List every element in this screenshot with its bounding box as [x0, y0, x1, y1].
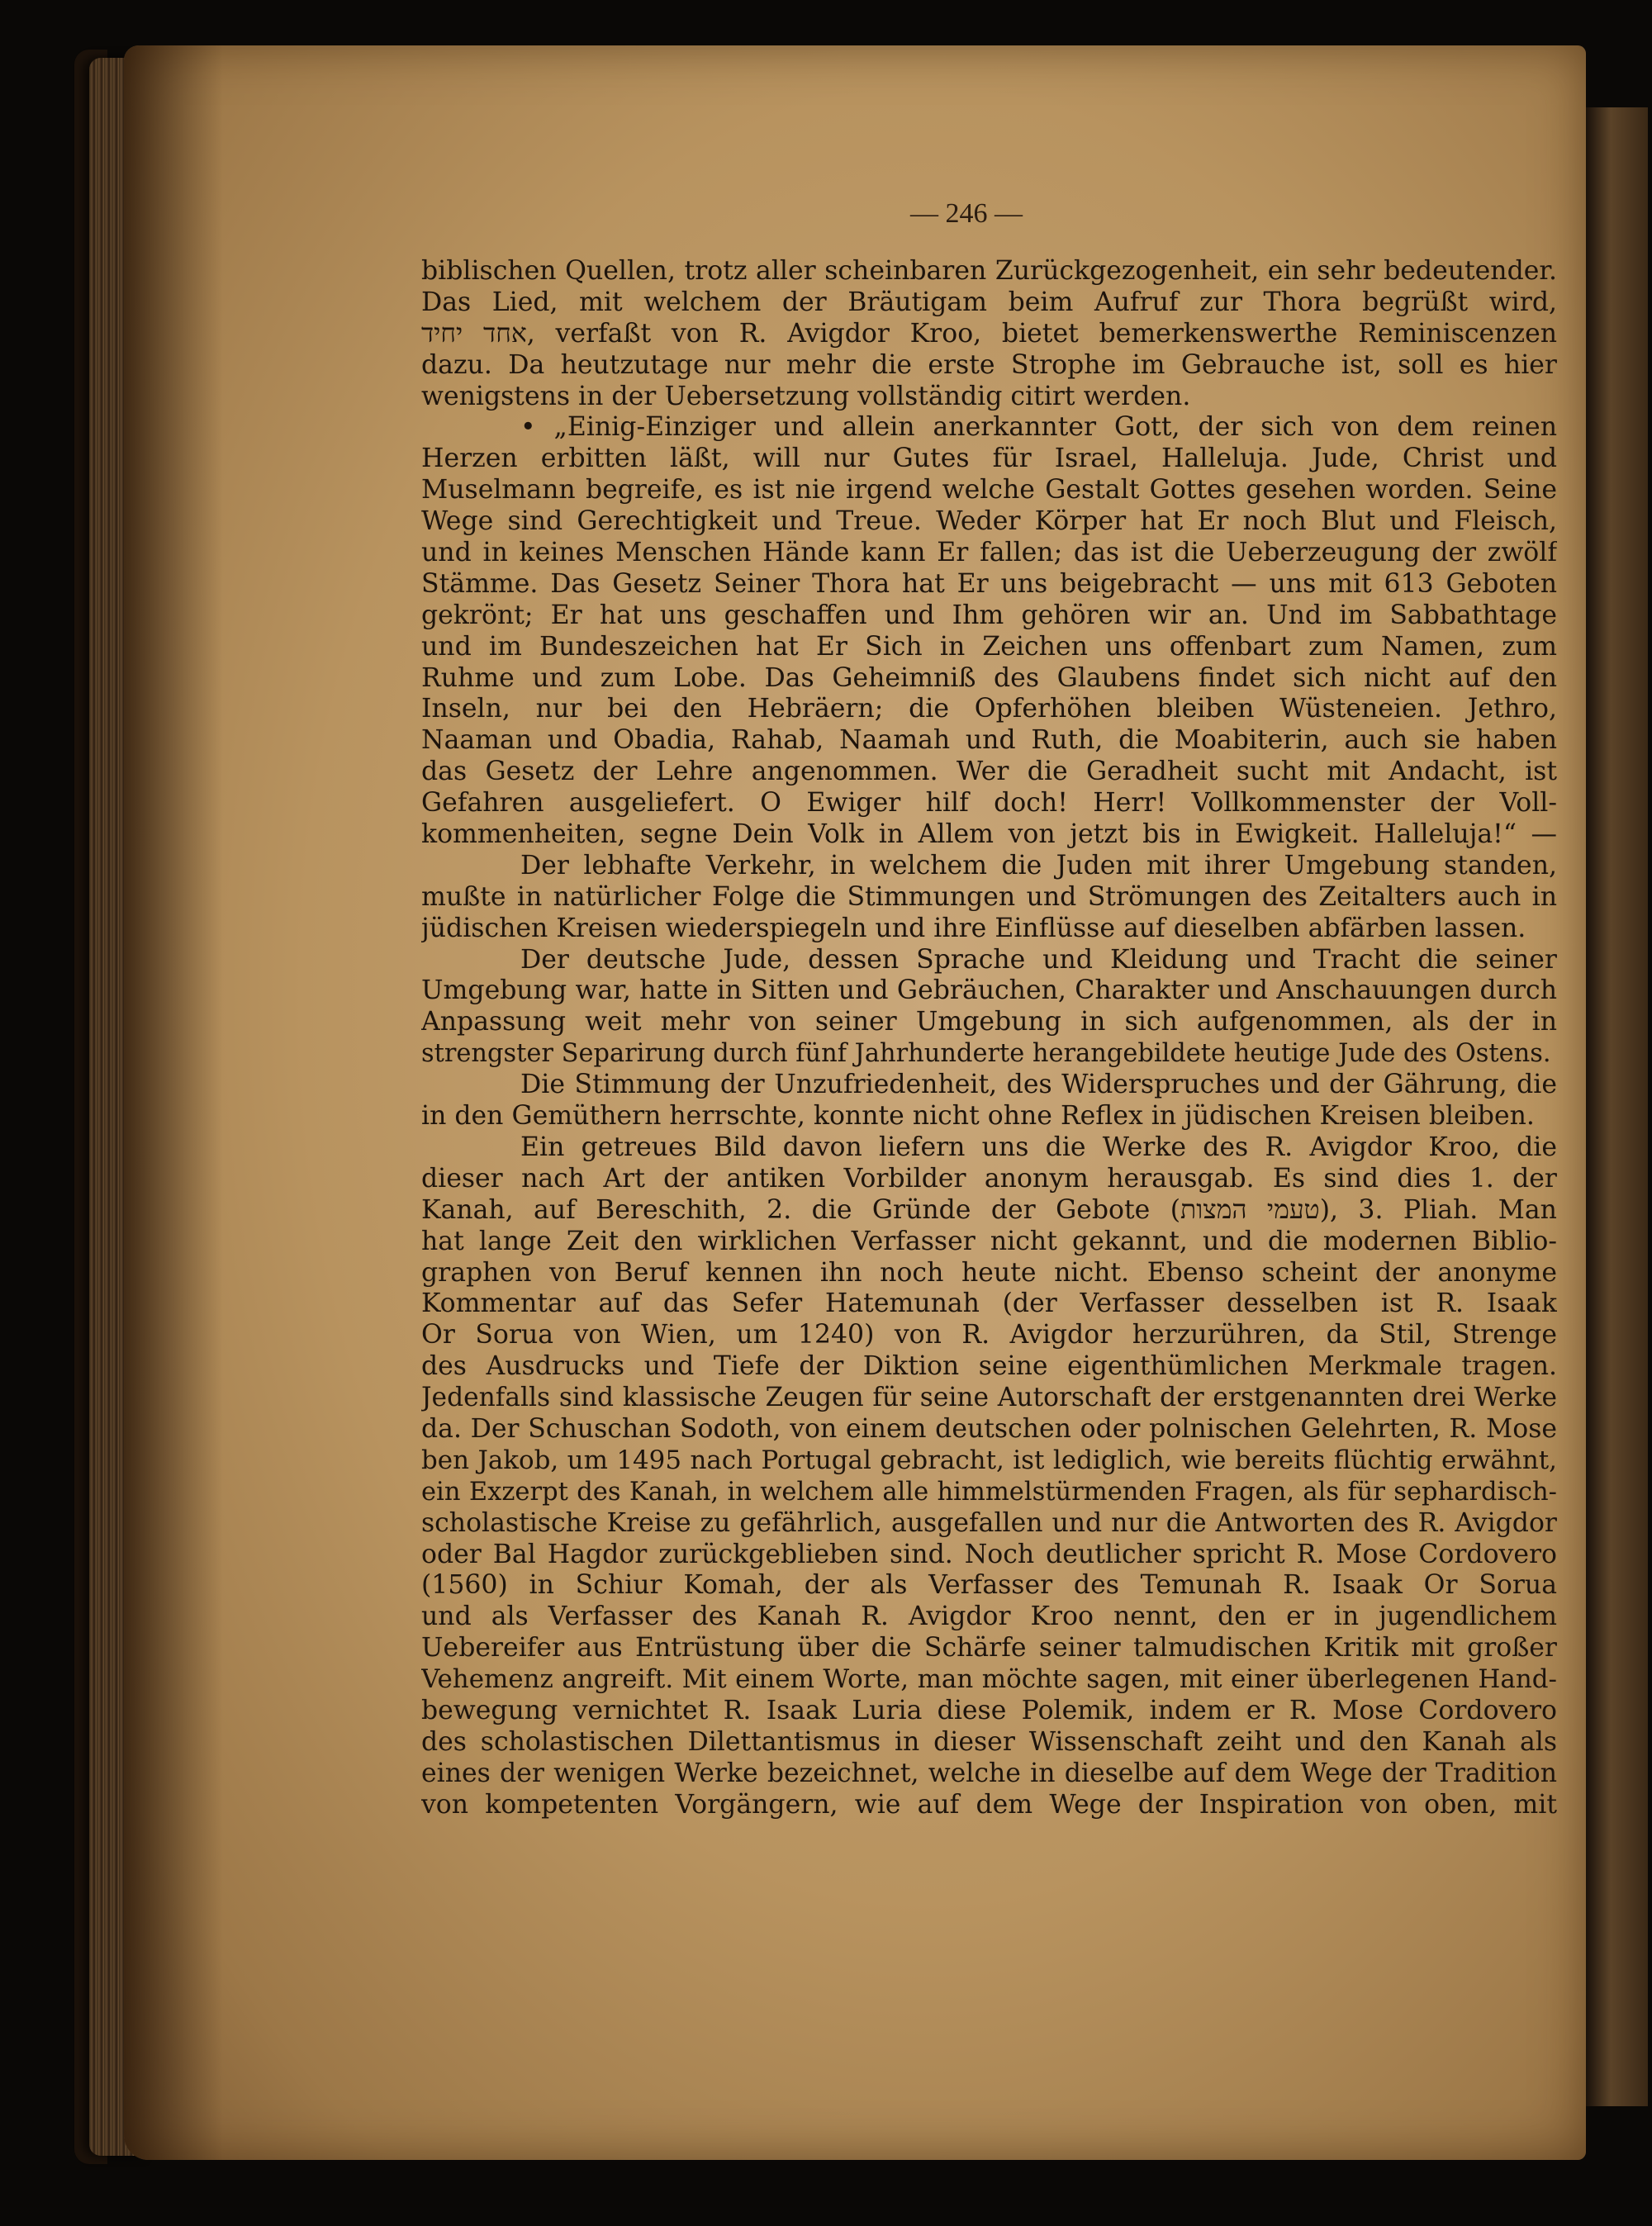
text-line: von kompetenten Vorgängern, wie auf dem Wege der Inspiration von oben, mit: [421, 1789, 1557, 1820]
text-line: Or Sorua von Wien, um 1240) von R. Avigdor herzurühren, da Stil, Strenge: [421, 1320, 1557, 1350]
text-line: (1560) in Schiur Komah, der als Verfasser des Temunah R. Isaak Or Sorua: [421, 1570, 1557, 1601]
text-line: gekrönt; Er hat uns geschaffen und Ihm gehören wir an. Und im Sabbathtage: [421, 600, 1557, 630]
text-line: bewegung vernichtet R. Isaak Luria diese Polemik, indem er R. Mose Cordovero: [421, 1695, 1557, 1725]
text-line: Jedenfalls sind klassische Zeugen für seine Autorschaft der erstgenannten drei Werke: [421, 1383, 1557, 1413]
text-line: Der deutsche Jude, dessen Sprache und Kleidung und Tracht die seiner: [520, 944, 1557, 975]
text-line: Stämme. Das Gesetz Seiner Thora hat Er uns beigebracht — uns mit 613 Geboten: [421, 568, 1557, 599]
text-line: des Ausdrucks und Tiefe der Diktion seine eigenthümlichen Merkmale tragen.: [421, 1351, 1557, 1382]
text-line: ein Exzerpt des Kanah, in welchem alle himmelstürmenden Fragen, als für sephardisch-: [421, 1477, 1557, 1507]
text-line: Der lebhafte Verkehr, in welchem die Juden mit ihrer Umgebung standen,: [520, 850, 1557, 880]
text-line: Ruhme und zum Lobe. Das Geheimniß des Glaubens findet sich nicht auf den: [421, 662, 1557, 693]
facing-page-strip: [1586, 107, 1648, 2106]
text-line: Kommentar auf das Sefer Hatemunah (der Verfasser desselben ist R. Isaak: [421, 1289, 1557, 1319]
page-number: — 246 —: [910, 198, 1023, 229]
text-line: • „Einig-Einziger und allein anerkannter Gott, der sich von dem reinen: [520, 412, 1557, 443]
text-line: Das Lied, mit welchem der Bräutigam beim Aufruf zur Thora begrüßt wird,: [421, 287, 1557, 317]
text-line: kommenheiten, segne Dein Volk in Allem von jetzt bis in Ewigkeit. Halleluja!“ —: [421, 819, 1557, 850]
text-line: אחד יחיד, verfaßt von R. Avigdor Kroo, bietet bemerkenswerthe Reminiscenzen: [421, 318, 1557, 349]
text-line: Anpassung weit mehr von seiner Umgebung in sich aufgenommen, als der in: [421, 1007, 1557, 1037]
text-line: oder Bal Hagdor zurückgeblieben sind. Noch deutlicher spricht R. Mose Cordovero: [421, 1539, 1557, 1569]
text-line: ben Jakob, um 1495 nach Portugal gebracht, ist lediglich, wie bereits flüchtig erwähnt,: [421, 1445, 1557, 1475]
text-line: dieser nach Art der antiken Vorbilder anonym herausgab. Es sind dies 1. der: [421, 1163, 1557, 1194]
text-line: Uebereifer aus Entrüstung über die Schärfe seiner talmudischen Kritik mit großer: [421, 1633, 1557, 1664]
text-line: mußte in natürlicher Folge die Stimmungen und Strömungen des Zeitalters auch in: [421, 881, 1557, 912]
page-text: [421, 202, 1557, 1821]
text-line: biblischen Quellen, trotz aller scheinbaren Zurückgezogenheit, ein sehr bedeutender.: [421, 256, 1557, 286]
text-line: Gefahren ausgeliefert. O Ewiger hilf doch! Herr! Vollkommenster der Voll-: [421, 788, 1557, 819]
text-line: wenigstens in der Uebersetzung vollständig citirt werden.: [421, 381, 1191, 411]
text-line: Umgebung war, hatte in Sitten und Gebräuchen, Charakter und Anschauungen durch: [421, 975, 1557, 1006]
text-line: Die Stimmung der Unzufriedenheit, des Widerspruches und der Gährung, die: [520, 1070, 1557, 1100]
text-line: da. Der Schuschan Sodoth, von einem deutschen oder polnischen Gelehrten, R. Mose: [421, 1413, 1557, 1444]
text-line: dazu. Da heutzutage nur mehr die erste Strophe im Gebrauche ist, soll es hier: [421, 349, 1557, 380]
text-line: graphen von Beruf kennen ihn noch heute nicht. Ebenso scheint der anonyme: [421, 1257, 1557, 1288]
text-line: in den Gemüthern herrschte, konnte nicht ohne Reflex in jüdischen Kreisen bleiben.: [421, 1101, 1535, 1132]
text-line: scholastische Kreise zu gefährlich, ausgefallen und nur die Antworten des R. Avigdor: [421, 1507, 1557, 1538]
text-line: jüdischen Kreisen wiederspiegeln und ihre Einflüsse auf dieselben abfärben lassen.: [421, 913, 1526, 943]
text-line: strengster Separirung durch fünf Jahrhunderte herangebildete heutige Jude des Ostens.: [421, 1039, 1551, 1069]
text-line: Vehemenz angreift. Mit einem Worte, man möchte sagen, mit einer überlegenen Hand-: [421, 1664, 1557, 1695]
text-line: hat lange Zeit den wirklichen Verfasser nicht gekannt, und die modernen Biblio-: [421, 1226, 1557, 1256]
text-line: Herzen erbitten läßt, will nur Gutes für Israel, Halleluja. Jude, Christ und: [421, 444, 1557, 474]
text-line: Muselmann begreife, es ist nie irgend welche Gestalt Gottes gesehen worden. Seine: [421, 475, 1557, 505]
text-line: Naaman und Obadia, Rahab, Naamah und Ruth, die Moabiterin, auch sie haben: [421, 725, 1557, 756]
text-line: und im Bundeszeichen hat Er Sich in Zeichen uns offenbart zum Namen, zum: [421, 631, 1557, 662]
text-line: des scholastischen Dilettantismus in dieser Wissenschaft zeiht und den Kanah als: [421, 1726, 1557, 1757]
text-line: Ein getreues Bild davon liefern uns die Werke des R. Avigdor Kroo, die: [520, 1132, 1557, 1162]
text-line: und als Verfasser des Kanah R. Avigdor Kroo nennt, den er in jugendlichem: [421, 1602, 1557, 1632]
text-line: eines der wenigen Werke bezeichnet, welche in dieselbe auf dem Wege der Tradition: [421, 1758, 1557, 1788]
text-line: Wege sind Gerechtigkeit und Treue. Weder Körper hat Er noch Blut und Fleisch,: [421, 506, 1557, 537]
text-line: und in keines Menschen Hände kann Er fallen; das ist die Ueberzeugung der zwölf: [421, 538, 1557, 568]
gutter-shadow: [124, 45, 223, 2160]
text-line: Kanah, auf Bereschith, 2. die Gründe der Gebote (טעמי המצות), 3. Pliah. Man: [421, 1194, 1557, 1225]
text-line: Inseln, nur bei den Hebräern; die Opferhöhen bleiben Wüsteneien. Jethro,: [421, 694, 1557, 724]
text-line: das Gesetz der Lehre angenommen. Wer die Geradheit sucht mit Andacht, ist: [421, 757, 1557, 787]
text-lines: [421, 256, 1557, 1821]
